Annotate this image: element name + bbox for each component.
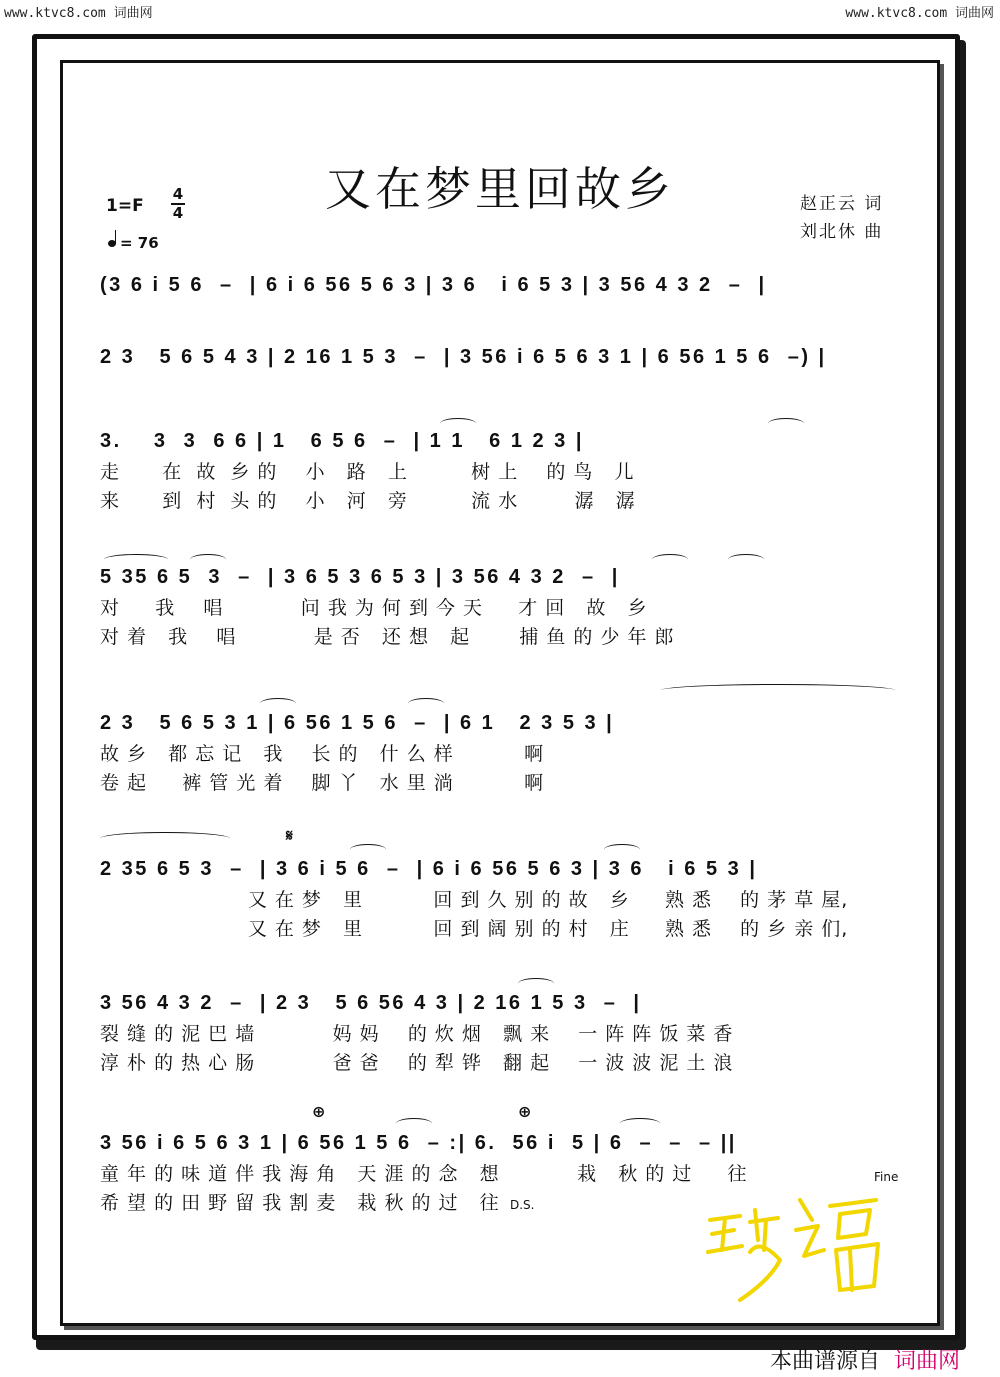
- composer: 刘北休 曲: [800, 222, 884, 242]
- notes-line: 5 35 6 5 3 – | 3 6 5 3 6 5 3 | 3 56 4 3 2 – |: [100, 566, 620, 588]
- coda-icon: ⊕: [312, 1102, 326, 1121]
- lyric-verse-1: 对 我 唱 问 我 为 何 到 今 天 才 回 故 乡: [100, 597, 648, 619]
- coda-icon: ⊕: [518, 1102, 532, 1121]
- slur: [350, 844, 386, 855]
- tie-long: [660, 684, 896, 697]
- watermark-right: www.ktvc8.com 词曲网: [845, 6, 994, 21]
- lyric-verse-2: 卷 起 裤 管 光 着 脚 丫 水 里 淌 啊: [100, 772, 545, 794]
- slur: [260, 698, 296, 709]
- score-row-4: [100, 560, 900, 652]
- segno-icon: 𝄋: [286, 826, 293, 845]
- fine-marking: Fine: [874, 1170, 899, 1184]
- slur: [396, 1118, 432, 1129]
- slur: [604, 844, 640, 855]
- footer-brand-link[interactable]: 词曲网: [894, 1349, 961, 1374]
- notes-line: 3 56 i 6 5 6 3 1 | 6 56 1 5 6 – :| 6. 56 i 5 | 6 – – – ||: [100, 1132, 737, 1154]
- credits: [800, 190, 883, 246]
- notes-line: 2 35 6 5 3 – | 3 6 i 5 6 – | 6 i 6 56 5 6 3 | 3 6 i 6 5 3 |: [100, 858, 758, 880]
- lyric-verse-2: 希 望 的 田 野 留 我 割 麦 栽 秋 的 过 往: [100, 1192, 500, 1214]
- notes-line: 3 56 4 3 2 – | 2 3 5 6 56 4 3 | 2 16 1 5 3 – |: [100, 992, 642, 1014]
- score-row-6: [100, 826, 900, 944]
- slur: [768, 418, 804, 429]
- lyric-verse-2: 对 着 我 唱 是 否 还 想 起 捕 鱼 的 少 年 郎: [100, 626, 675, 648]
- lyric-verse-1: 裂 缝 的 泥 巴 墙 妈 妈 的 炊 烟 飘 来 一 阵 阵 饭 菜 香: [100, 1023, 734, 1045]
- slur: [408, 698, 444, 709]
- meter-bottom: 4: [172, 204, 184, 222]
- notes-line: 3. 3 3 6 6 | 1 6 5 6 – | 1 1 6 1 2 3 |: [100, 430, 584, 452]
- ds-marking: D.S.: [510, 1198, 535, 1212]
- score-row-7: [100, 986, 900, 1078]
- notes-line: 2 3 5 6 5 3 1 | 6 56 1 5 6 – | 6 1 2 3 5 3 |: [100, 712, 615, 734]
- slur: [104, 554, 168, 565]
- lyric-verse-1: 童 年 的 味 道 伴 我 海 角 天 涯 的 念 想 栽 秋 的 过 往: [100, 1163, 748, 1185]
- slur: [620, 1118, 660, 1129]
- slur: [440, 418, 476, 429]
- score-row-1: [100, 268, 900, 302]
- score-row-2: [100, 340, 900, 374]
- lyric-verse-1: 又 在 梦 里 回 到 久 别 的 故 乡 熟 悉 的 茅 草 屋,: [100, 889, 849, 911]
- slur: [728, 554, 764, 565]
- notes-line: 2 3 5 6 5 4 3 | 2 16 1 5 3 – | 3 56 i 6 5 6 3 1 | 6 56 1 5 6 –) |: [100, 346, 827, 368]
- lyric-verse-2: 又 在 梦 里 回 到 阔 别 的 村 庄 熟 悉 的 乡 亲 们,: [100, 918, 849, 940]
- song-title: 又在梦里回故乡: [325, 161, 675, 216]
- lyric-verse-1: 故 乡 都 忘 记 我 长 的 什 么 样 啊: [100, 743, 545, 765]
- score-row-3: [100, 424, 900, 516]
- key-signature: 1=F: [106, 196, 144, 216]
- tempo-value: = 76: [120, 234, 159, 252]
- tie-long: [100, 832, 230, 845]
- slur: [652, 554, 688, 565]
- signature-mark: [700, 1190, 890, 1310]
- tempo-marking: [108, 234, 159, 252]
- footer: [770, 1344, 960, 1375]
- slur: [518, 978, 554, 989]
- notes-line: (3 6 i 5 6 – | 6 i 6 56 5 6 3 | 3 6 i 6 5 3 | 3 56 4 3 2 – |: [100, 274, 767, 296]
- time-signature: [170, 186, 186, 222]
- meter-top: 4: [172, 185, 184, 203]
- lyric-verse-1: 走 在 故 乡 的 小 路 上 树 上 的 鸟 儿: [100, 461, 635, 483]
- lyric-verse-2: 淳 朴 的 热 心 肠 爸 爸 的 犁 铧 翻 起 一 波 波 泥 土 浪: [100, 1052, 734, 1074]
- slur: [190, 554, 226, 565]
- footer-source: 本曲谱源自: [770, 1349, 881, 1374]
- lyricist: 赵正云 词: [800, 194, 884, 214]
- lyric-verse-2: 来 到 村 头 的 小 河 旁 流 水 潺 潺: [100, 490, 636, 512]
- watermark-left: www.ktvc8.com 词曲网: [4, 6, 153, 21]
- quarter-note-icon: [108, 240, 116, 247]
- score-row-5: [100, 706, 900, 798]
